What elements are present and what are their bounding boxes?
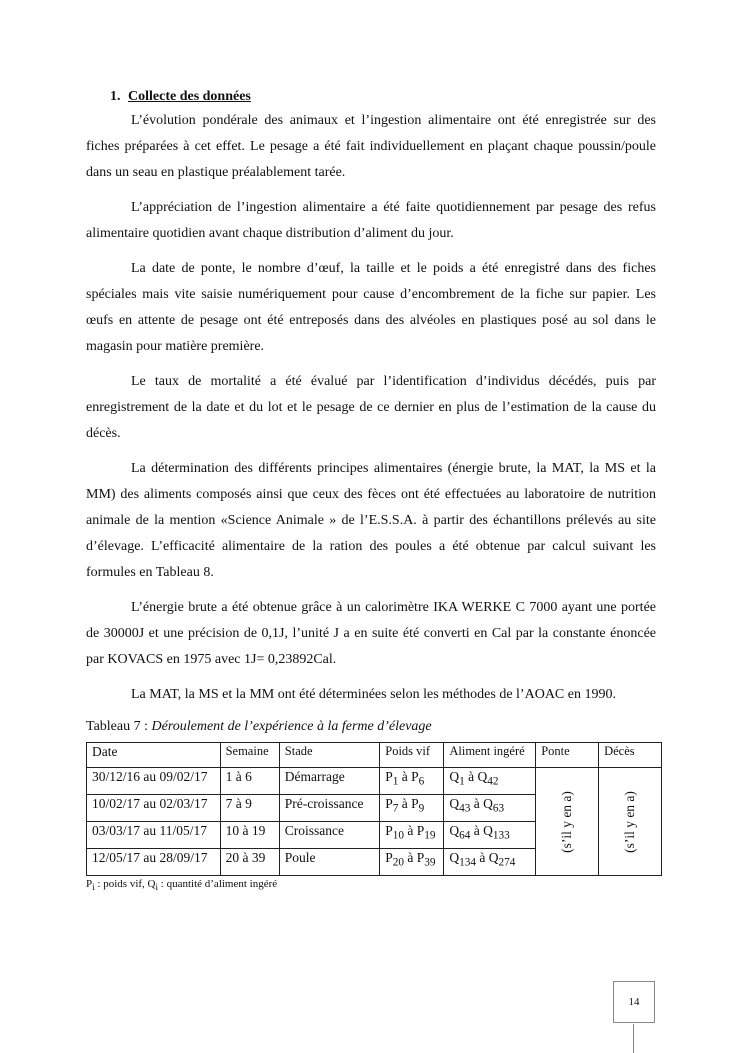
cell-semaine: 20 à 39 [220, 849, 279, 876]
section-title: Collecte des données [128, 89, 251, 104]
header-semaine: Semaine [220, 743, 279, 768]
cell-poids-vif: $P_{20}$ à $P_{39}$ [380, 849, 444, 876]
paragraph-nutrients: La détermination des différents principes alimentaires (énergie brute, la MAT, la MS et la MM) des aliments composés ainsi que ceux des fèces ont été effectuées au laboratoire de nutrition animale de la mention «Science Animale » de l’E.S.S.A. à partir des échantillons prélevés au site d’élevage. L’efficacité alimentaire de la ration des poules a été obtenue par calcul suivant les formules en Tableau 8. [86, 461, 656, 580]
paragraph-aoac: La MAT, la MS et la MM ont été déterminées selon les méthodes de l’AOAC en 1990. [131, 687, 616, 702]
header-date: Date [87, 743, 221, 768]
section-heading [110, 86, 656, 108]
cell-date: 10/02/17 au 02/03/17 [87, 795, 221, 822]
table-header-row [87, 743, 662, 768]
cell-semaine: 10 à 19 [220, 822, 279, 849]
paragraph-feed-intake: L’appréciation de l’ingestion alimentaire a été faite quotidiennement par pesage des refus alimentaire quotidien avant chaque distribution d’aliment du jour. [86, 200, 656, 241]
page-number: 14 [628, 996, 640, 1008]
paragraph-laying: La date de ponte, le nombre d’œuf, la taille et le poids a été enregistré dans des fiches spéciales mais vite saisie numériquement pour cause d’encombrement de la fiche sur papier. Les œufs en attente de pesage ont été entreposés dans des alvéoles en plastiques posé au sol dans le magasin pour matière première. [86, 261, 656, 354]
cell-date: 30/12/16 au 09/02/17 [87, 768, 221, 795]
section-number: 1. [110, 89, 121, 104]
header-poids-vif: Poids vif [380, 743, 444, 768]
cell-stade: Croissance [279, 822, 379, 849]
table-caption-title: Déroulement de l’expérience à la ferme d’élevage [151, 719, 432, 734]
cell-aliment: $Q_1$ à $Q_{42}$ [444, 768, 536, 795]
header-aliment-ingere: Aliment ingéré [444, 743, 536, 768]
cell-deces [599, 768, 662, 876]
cell-date: 03/03/17 au 11/05/17 [87, 822, 221, 849]
table-caption [86, 716, 656, 738]
header-stade: Stade [279, 743, 379, 768]
cell-poids-vif: $P_7$ à $P_9$ [380, 795, 444, 822]
page-content [86, 86, 656, 894]
cell-date: 12/05/17 au 28/09/17 [87, 849, 221, 876]
ponte-note: (s’il y en a) [559, 790, 575, 853]
cell-poids-vif: $P_{10}$ à $P_{19}$ [380, 822, 444, 849]
deces-note: (s’il y en a) [622, 790, 638, 853]
cell-stade: Pré-croissance [279, 795, 379, 822]
cell-semaine: 7 à 9 [220, 795, 279, 822]
table-row [87, 768, 662, 795]
experiment-table [86, 742, 662, 876]
cell-semaine: 1 à 6 [220, 768, 279, 795]
cell-aliment: $Q_{43}$ à $Q_{63}$ [444, 795, 536, 822]
paragraph-mortality: Le taux de mortalité a été évalué par l’identification d’individus décédés, puis par enregistrement de la date et du lot et le pesage de ce dernier en plus de l’estimation de la cause du décès. [86, 374, 656, 441]
page-number-box [613, 981, 655, 1023]
cell-stade: Démarrage [279, 768, 379, 795]
paragraph-gross-energy: L’énergie brute a été obtenue grâce à un calorimètre IKA WERKE C 7000 ayant une portée de 30000J et une précision de 0,1J, l’unité J a en suite été converti en Cal par la constante énoncée par KOVACS en 1975 avec 1J= 0,23892Cal. [86, 600, 656, 667]
cell-aliment: $Q_{64}$ à $Q_{133}$ [444, 822, 536, 849]
cell-aliment: $Q_{134}$ à $Q_{274}$ [444, 849, 536, 876]
cell-stade: Poule [279, 849, 379, 876]
header-ponte: Ponte [536, 743, 599, 768]
table-footnote: $P_i$ : poids vif, $Q_i$ : quantité d’aliment ingéré [86, 878, 278, 893]
cell-poids-vif: $P_1$ à $P_6$ [380, 768, 444, 795]
cell-ponte [536, 768, 599, 876]
paragraph-weighing: L’évolution pondérale des animaux et l’ingestion alimentaire ont été enregistrée sur des fiches préparées à cet effet. Le pesage a été fait individuellement en plaçant chaque poussin/poule dans un seau en plastique préalablement tarée. [86, 113, 656, 180]
header-deces: Décès [599, 743, 662, 768]
table-caption-label: Tableau 7 : [86, 719, 152, 734]
page-number-rule [633, 1024, 634, 1053]
